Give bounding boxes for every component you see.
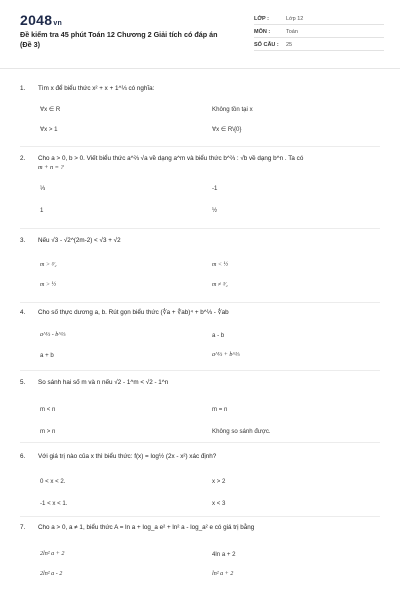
question-number: 1. [20, 85, 26, 92]
question-7 [20, 523, 380, 582]
option-d[interactable]: m ≠ ³⁄₂ [212, 282, 228, 288]
divider [0, 68, 400, 69]
header [0, 0, 400, 68]
options [20, 245, 380, 293]
option-d[interactable]: Không so sánh được. [212, 428, 271, 435]
option-d[interactable]: x < 3 [212, 500, 226, 507]
meta-value: Lớp 12 [286, 16, 304, 22]
question-text-line2 [20, 163, 380, 172]
option-c[interactable]: -1 < x < 1. [40, 500, 68, 507]
option-c[interactable]: ∀x > 1 [40, 126, 58, 133]
meta-key: SỐ CÂU : [254, 42, 279, 48]
question-number: 7. [20, 524, 26, 531]
options [20, 461, 380, 507]
option-a[interactable]: a^⅓ - b^⅓ [40, 332, 66, 338]
question-body: m + n = ? [38, 164, 64, 171]
question-body: Cho a > 0, b > 0. Viết biểu thức a^⅔ √a về dạng a^m và biểu thức b^⅔ : √b về dạng b^n . Ta có [38, 155, 304, 162]
option-b[interactable]: 4ln a + 2 [212, 551, 236, 558]
option-c[interactable]: 2ln² a - 2 [40, 571, 63, 577]
meta-value: 25 [286, 42, 293, 48]
question-2 [20, 154, 380, 222]
options [20, 387, 380, 433]
option-d[interactable]: ∀x ∈ R\{0} [212, 126, 242, 133]
question-number: 6. [20, 453, 26, 460]
meta-class [254, 14, 384, 25]
question-text [20, 236, 380, 245]
question-body: Cho số thực dương a, b. Rút gọn biểu thức (∜a + ∜ab)⁴ + b^⅓ - ∜ab [38, 309, 229, 316]
question-number: 4. [20, 309, 26, 316]
question-body: Tìm x để biểu thức x² + x + 1^⅓ có nghĩa: [38, 85, 155, 92]
options [20, 93, 380, 139]
question-text [20, 452, 380, 461]
option-a[interactable]: 2ln² a + 2 [40, 551, 65, 557]
question-number: 5. [20, 379, 26, 386]
option-a[interactable]: ⅓ [40, 185, 46, 192]
meta-subject [254, 27, 384, 38]
question-number: 3. [20, 237, 26, 244]
divider [20, 516, 380, 517]
option-a[interactable]: m < n [40, 406, 56, 413]
meta-question-count [254, 40, 384, 51]
question-5 [20, 378, 380, 433]
question-number: 2. [20, 155, 26, 162]
meta-key: LỚP : [254, 16, 269, 22]
options [20, 172, 380, 222]
options [20, 532, 380, 582]
divider [20, 442, 380, 443]
meta-panel [254, 14, 384, 53]
question-body: Nếu √3 - √2^(2m-2) < √3 + √2 [38, 237, 121, 244]
divider [20, 228, 380, 229]
option-a[interactable]: m > ³⁄₂ [40, 262, 57, 268]
option-c[interactable]: a + b [40, 352, 54, 359]
meta-key: MÔN : [254, 29, 271, 35]
question-text [20, 308, 380, 317]
options [20, 317, 380, 363]
meta-value: Toán [286, 29, 298, 35]
site-logo[interactable]: 2048vn [20, 12, 63, 28]
page-title: Đề kiểm tra 45 phút Toán 12 Chương 2 Giải tích có đáp án (Đề 3) [20, 30, 218, 49]
option-b[interactable]: Không tồn tại x [212, 106, 253, 113]
option-b[interactable]: a - b [212, 332, 225, 339]
question-body: So sánh hai số m và n nếu √2 - 1^m < √2 - 1^n [38, 379, 169, 386]
question-6 [20, 452, 380, 507]
option-b[interactable]: x > 2 [212, 478, 226, 485]
question-text [20, 154, 380, 163]
option-d[interactable]: ln² a + 2 [212, 571, 234, 577]
option-c[interactable]: m > ½ [40, 282, 57, 288]
question-body: Cho a > 0, a ≠ 1, biểu thức A = ln a + log_a e² + ln² a - log_a² e có giá trị bằng [38, 524, 255, 531]
option-b[interactable]: -1 [212, 185, 218, 192]
question-text [20, 378, 380, 387]
option-c[interactable]: 1 [40, 207, 44, 214]
option-b[interactable]: m = n [212, 406, 228, 413]
question-text [20, 84, 380, 93]
option-a[interactable]: 0 < x < 2. [40, 478, 66, 485]
option-d[interactable]: a^⅓ + b^⅓ [212, 352, 240, 358]
option-d[interactable]: ½ [212, 207, 218, 214]
question-4 [20, 308, 380, 363]
divider [20, 146, 380, 147]
divider [20, 370, 380, 371]
question-text [20, 523, 380, 532]
option-b[interactable]: m < ½ [212, 262, 229, 268]
question-3 [20, 236, 380, 293]
question-body: Với giá trị nào của x thì biểu thức: f(x) = log½ (2x - x²) xác định? [38, 453, 217, 460]
question-1 [20, 84, 380, 139]
option-a[interactable]: ∀x ∈ R [40, 106, 61, 113]
divider [20, 302, 380, 303]
option-c[interactable]: m > n [40, 428, 56, 435]
